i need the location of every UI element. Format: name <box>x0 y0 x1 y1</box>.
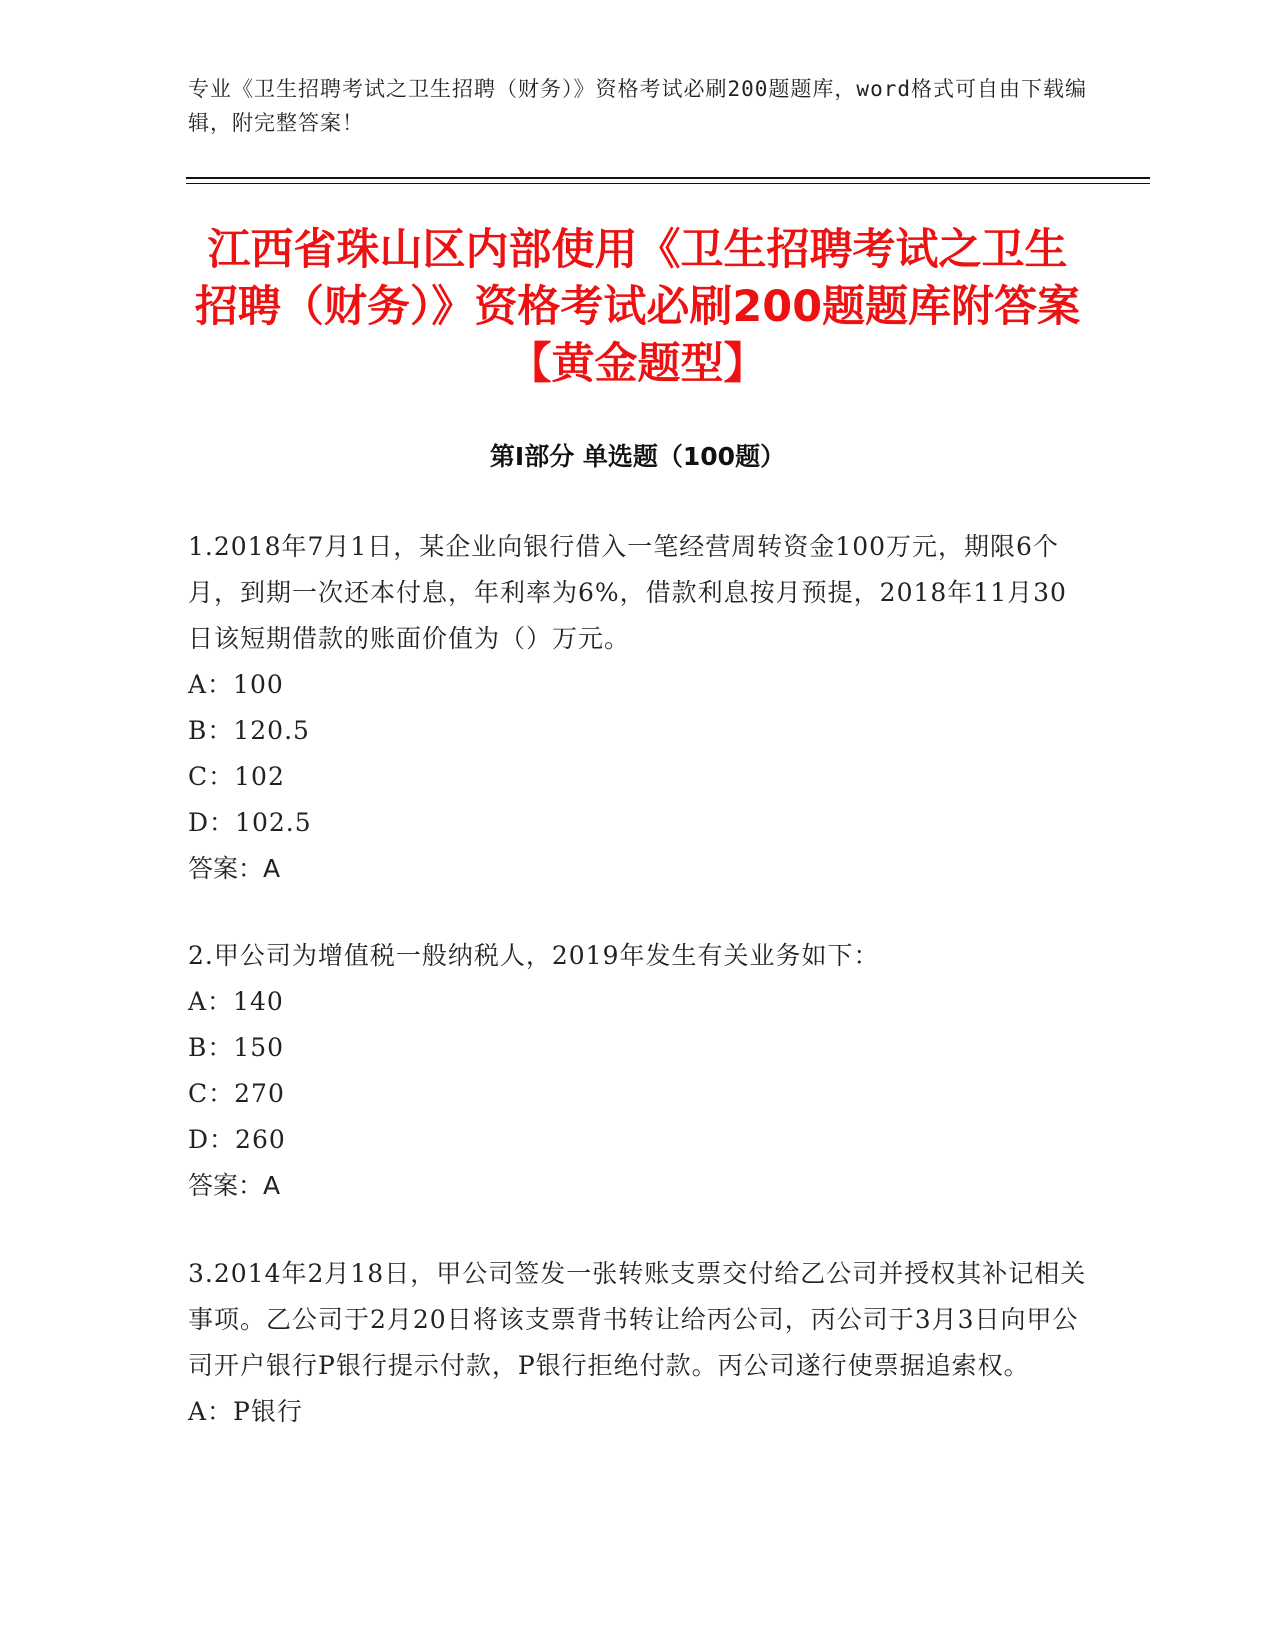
question-stem: 3.2014年2月18日，甲公司签发一张转账支票交付给乙公司并授权其补记相关事项。乙公司于2月20日将该支票背书转让给丙公司，丙公司于3月3日向甲公司开户银行P银行提示付款，P银行拒绝付款。丙公司遂行使票据追索权。 <box>188 1259 1087 1380</box>
option-d: D：102.5 <box>188 808 312 837</box>
option-a: A：P银行 <box>188 1397 303 1426</box>
question-1 <box>188 524 1088 892</box>
question-stem: 2.甲公司为增值税一般纳税人，2019年发生有关业务如下： <box>188 941 880 970</box>
option-a: A：140 <box>188 987 284 1016</box>
header-note: 专业《卫生招聘考试之卫生招聘（财务）》资格考试必刷200题题库，word格式可自由下载编辑，附完整答案！ <box>188 77 1087 135</box>
option-a: A：100 <box>188 670 284 699</box>
document-title: 江西省珠山区内部使用《卫生招聘考试之卫生招聘（财务）》资格考试必刷200题题库附答案【黄金题型】 <box>194 225 1081 389</box>
question-stem: 1.2018年7月1日，某企业向银行借入一笔经营周转资金100万元，期限6个月，到期一次还本付息，年利率为6%，借款利息按月预提，2018年11月30日该短期借款的账面价值为（）万元。 <box>188 532 1067 653</box>
option-c: C：102 <box>188 762 285 791</box>
question-3 <box>188 1251 1088 1435</box>
header-divider <box>186 177 1150 179</box>
header-divider-thin <box>186 183 1150 184</box>
section-heading: 第Ⅰ部分 单选题（100题） <box>489 442 786 471</box>
question-2 <box>188 933 1088 1209</box>
option-b: B：150 <box>188 1033 285 1062</box>
option-c: C：270 <box>188 1079 285 1108</box>
answer: 答案：A <box>188 1171 281 1200</box>
option-b: B：120.5 <box>188 716 310 745</box>
option-d: D：260 <box>188 1125 286 1154</box>
answer: 答案：A <box>188 854 281 883</box>
